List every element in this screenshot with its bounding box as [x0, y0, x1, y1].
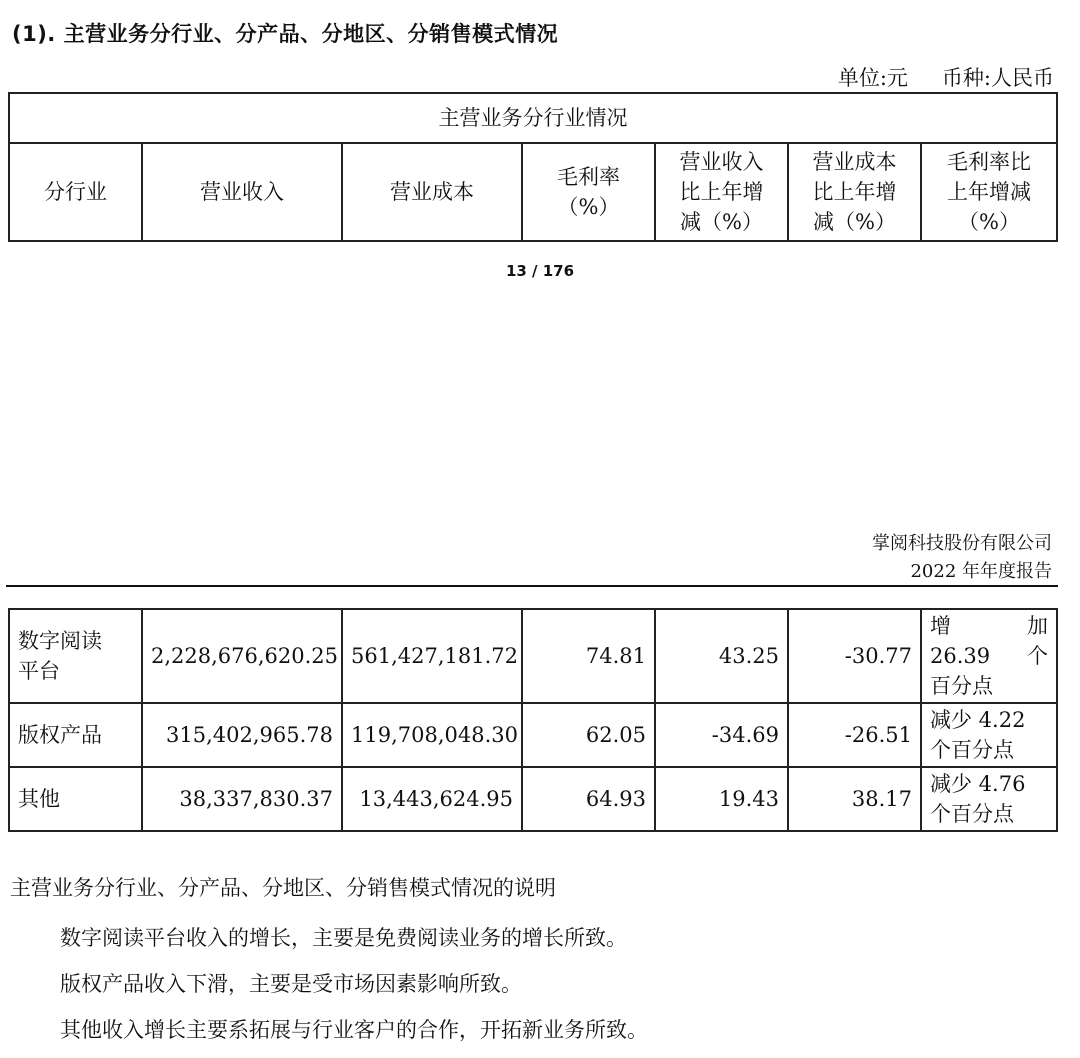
col-header-revenue — [142, 143, 342, 241]
cell-margin-change — [921, 767, 1057, 831]
cell-line: 版权产品 — [18, 723, 102, 747]
cell-margin: 74.81 — [522, 609, 655, 703]
col-header-cost-change — [788, 143, 921, 241]
cell-industry — [9, 609, 142, 703]
table-row — [9, 767, 1057, 831]
cell-industry — [9, 767, 142, 831]
header-line: 分行业 — [44, 180, 107, 204]
cell-line: 增 加 — [930, 614, 1048, 638]
report-title: 2022 年年度报告 — [910, 561, 1052, 582]
table-group-header: 主营业务分行业情况 — [9, 93, 1057, 143]
cell-revenue: 315,402,965.78 — [142, 703, 342, 767]
col-header-cost — [342, 143, 522, 241]
cell-margin: 64.93 — [522, 767, 655, 831]
cell-margin-change — [921, 703, 1057, 767]
explanation-title: 主营业务分行业、分产品、分地区、分销售模式情况的说明 — [10, 876, 556, 900]
header-line: 比上年增 — [679, 180, 764, 204]
cell-industry — [9, 703, 142, 767]
cell-line: 平台 — [18, 659, 60, 683]
cell-revenue-change: 43.25 — [655, 609, 788, 703]
cell-line: 百分点 — [930, 674, 993, 698]
header-rule — [6, 585, 1058, 587]
cell-margin: 62.05 — [522, 703, 655, 767]
table-row — [9, 609, 1057, 703]
cell-revenue-change: -34.69 — [655, 703, 788, 767]
cell-line: 个百分点 — [930, 802, 1014, 826]
company-footer — [872, 530, 1052, 586]
col-header-margin — [522, 143, 655, 241]
header-line: 上年增减 — [947, 180, 1032, 204]
header-line: 营业成本 — [390, 180, 474, 204]
cell-cost: 13,443,624.95 — [342, 767, 522, 831]
cell-line: 减少 4.76 — [930, 772, 1026, 796]
cell-line: 减少 4.22 — [930, 708, 1026, 732]
header-line: 营业成本 — [812, 150, 897, 174]
cell-line: 个百分点 — [930, 738, 1014, 762]
table-row — [9, 703, 1057, 767]
cell-cost-change: 38.17 — [788, 767, 921, 831]
unit-label: 单位:元 — [837, 66, 908, 90]
industry-table-body — [8, 608, 1058, 832]
header-line: （%） — [557, 195, 620, 219]
explanation-line: 版权产品收入下滑，主要是受市场因素影响所致。 — [60, 972, 522, 996]
explanation-line: 数字阅读平台收入的增长，主要是免费阅读业务的增长所致。 — [60, 926, 627, 950]
header-line: 营业收入 — [200, 180, 284, 204]
cell-cost: 561,427,181.72 — [342, 609, 522, 703]
header-line: 减（%） — [813, 210, 896, 234]
col-header-revenue-change — [655, 143, 788, 241]
cell-revenue: 2,228,676,620.25 — [142, 609, 342, 703]
cell-cost-change: -30.77 — [788, 609, 921, 703]
header-line: 营业收入 — [679, 150, 764, 174]
header-line: （%） — [958, 210, 1021, 234]
cell-revenue: 38,337,830.37 — [142, 767, 342, 831]
col-header-margin-change — [921, 143, 1057, 241]
cell-margin-change — [921, 609, 1057, 703]
header-line: 毛利率 — [557, 165, 620, 189]
section-title: (1). 主营业务分行业、分产品、分地区、分销售模式情况 — [12, 22, 559, 46]
cell-cost: 119,708,048.30 — [342, 703, 522, 767]
header-line: 比上年增 — [812, 180, 897, 204]
cell-cost-change: -26.51 — [788, 703, 921, 767]
company-name: 掌阅科技股份有限公司 — [872, 533, 1052, 554]
page-number: 13 / 176 — [505, 262, 575, 280]
header-line: 减（%） — [680, 210, 763, 234]
cell-line: 数字阅读 — [18, 629, 102, 653]
col-header-industry — [9, 143, 142, 241]
industry-table-header — [8, 92, 1058, 242]
header-line: 毛利率比 — [947, 150, 1032, 174]
currency-label: 币种:人民币 — [941, 66, 1054, 90]
cell-line: 其他 — [18, 787, 60, 811]
cell-line: 26.39 个 — [930, 644, 1048, 668]
cell-revenue-change: 19.43 — [655, 767, 788, 831]
unit-currency-line — [838, 62, 1054, 92]
explanation-line: 其他收入增长主要系拓展与行业客户的合作，开拓新业务所致。 — [60, 1018, 648, 1042]
